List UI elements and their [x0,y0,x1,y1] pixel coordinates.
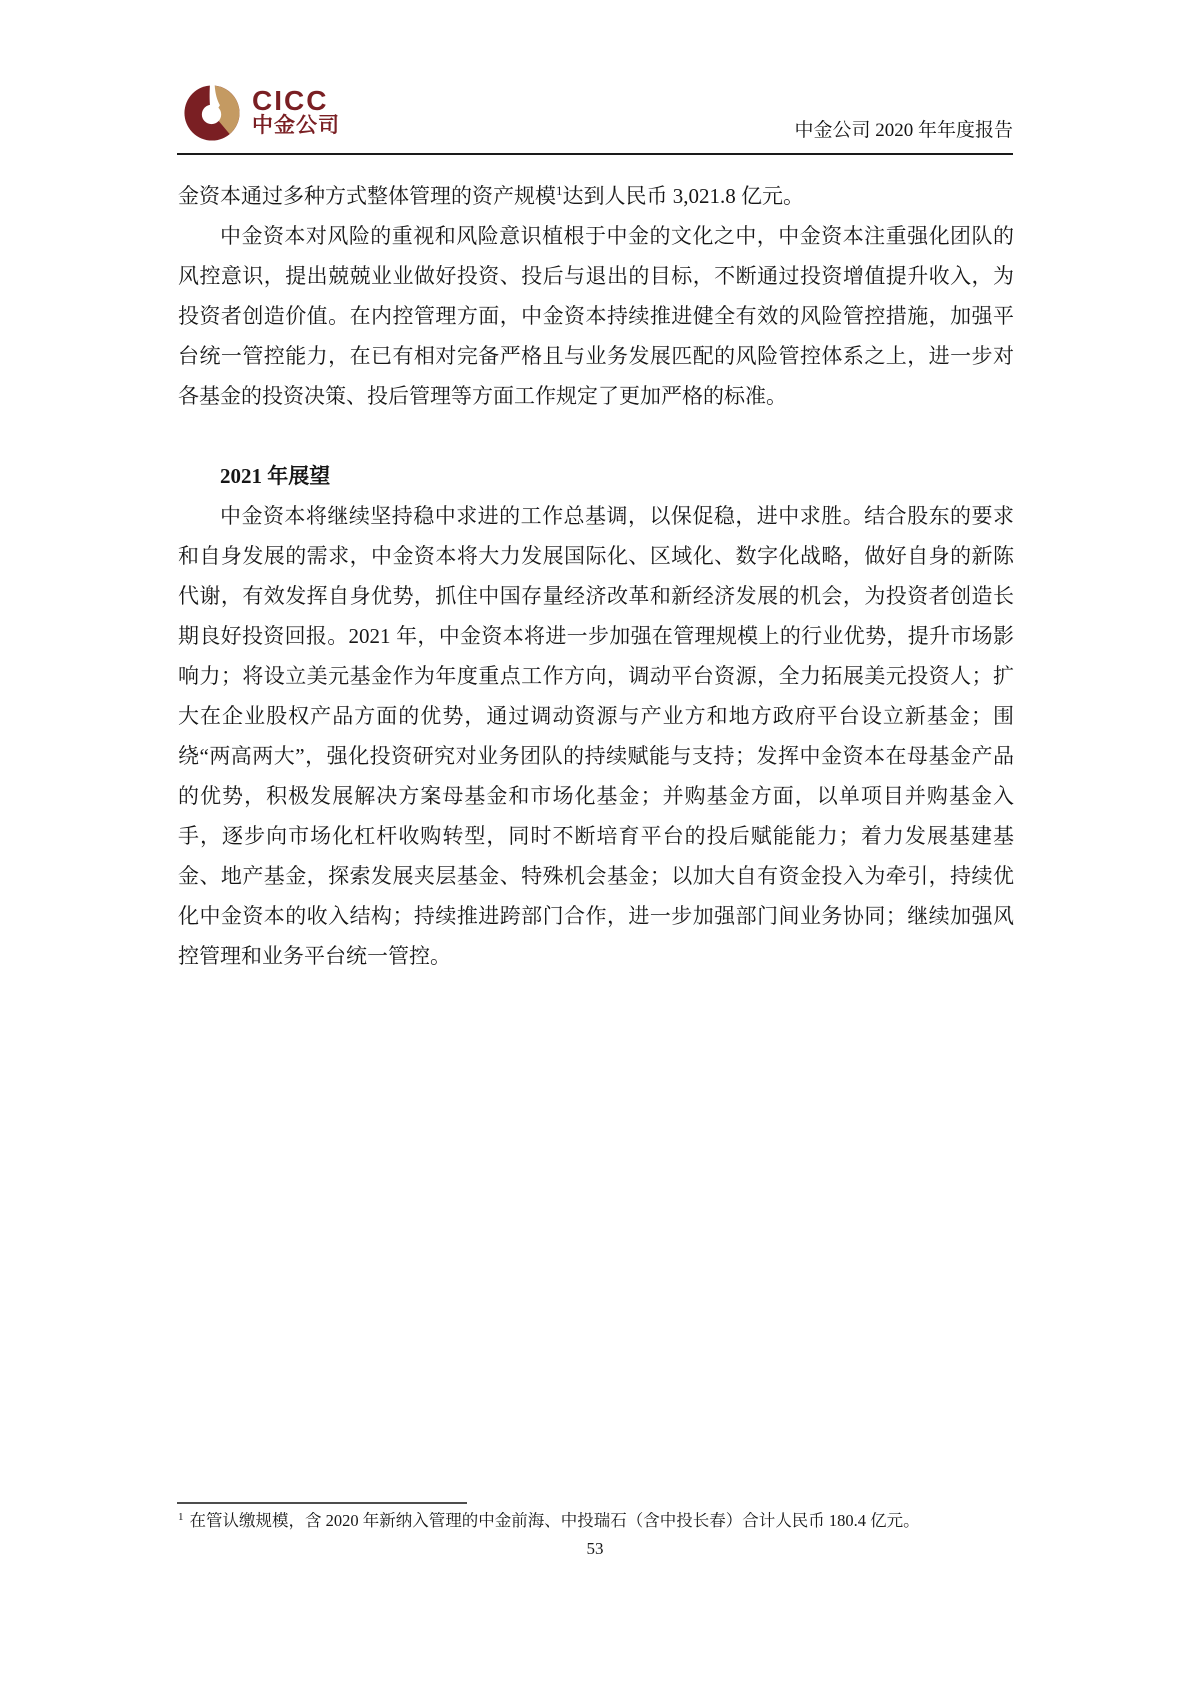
paragraph-asset-scale-text: 金资本通过多种方式整体管理的资产规模 [178,184,556,208]
footnote [178,1509,1014,1533]
outlook-section-heading: 2021 年展望 [220,464,331,488]
footnote-divider [177,1502,467,1504]
paragraph-outlook: 中金资本将继续坚持稳中求进的工作总基调，以保促稳，进中求胜。结合股东的要求和自身发展的需求，中金资本将大力发展国际化、区域化、数字化战略，做好自身的新陈代谢，有效发挥自身优势，抓住中国存量经济改革和新经济发展的机会，为投资者创造长期良好投资回报。2021 年，中金资本将进一步加强在管理规模上的行业优势，提升市场影响力；将设立美元基金作为年度重点工作方向，调动平台资源，全力拓展美元投资人；扩大在企业股权产品方面的优势，通过调动资源与产业方和地方政府平台设立新基金；围绕“两高两大”，强化投资研究对业务团队的持续赋能与支持；发挥中金资本在母基金产品的优势，积极发展解决方案母基金和市场化基金；并购基金方面，以单项目并购基金入手，逐步向市场化杠杆收购转型，同时不断培育平台的投后赋能能力；着力发展基建基金、地产基金，探索发展夹层基金、特殊机会基金；以加大自有资金投入为牵引，持续优化中金资本的收入结构；持续推进跨部门合作，进一步加强部门间业务协同；继续加强风控管理和业务平台统一管控。 [178,504,1014,968]
footnote-reference-superscript: 1 [556,183,563,198]
logo-acronym: CICC [252,85,329,116]
report-title: 中金公司 2020 年年度报告 [794,120,1013,141]
paragraph-asset-scale [178,176,1014,216]
footnote-text: 在管认缴规模，含 2020 年新纳入管理的中金前海、中投瑞石（含中投长春）合计人民币 180.4 亿元。 [189,1511,920,1530]
header-divider [177,153,1013,155]
cicc-logo [183,84,340,142]
paragraph-risk-control: 中金资本对风险的重视和风险意识植根于中金的文化之中，中金资本注重强化团队的风控意识，提出兢兢业业做好投资、投后与退出的目标，不断通过投资增值提升收入，为投资者创造价值。在内控管理方面，中金资本持续推进健全有效的风险管控措施，加强平台统一管控能力，在已有相对完备严格且与业务发展匹配的风险管控体系之上，进一步对各基金的投资决策、投后管理等方面工作规定了更加严格的标准。 [178,224,1014,408]
footnote-number: 1 [178,1510,184,1523]
paragraph-asset-scale-value: 达到人民币 3,021.8 亿元。 [562,184,804,208]
page-number: 53 [586,1539,604,1558]
cicc-logo-mark-icon [183,84,241,142]
logo-company-name: 中金公司 [252,114,340,137]
logo-text [252,85,340,138]
body-content [178,176,1014,976]
